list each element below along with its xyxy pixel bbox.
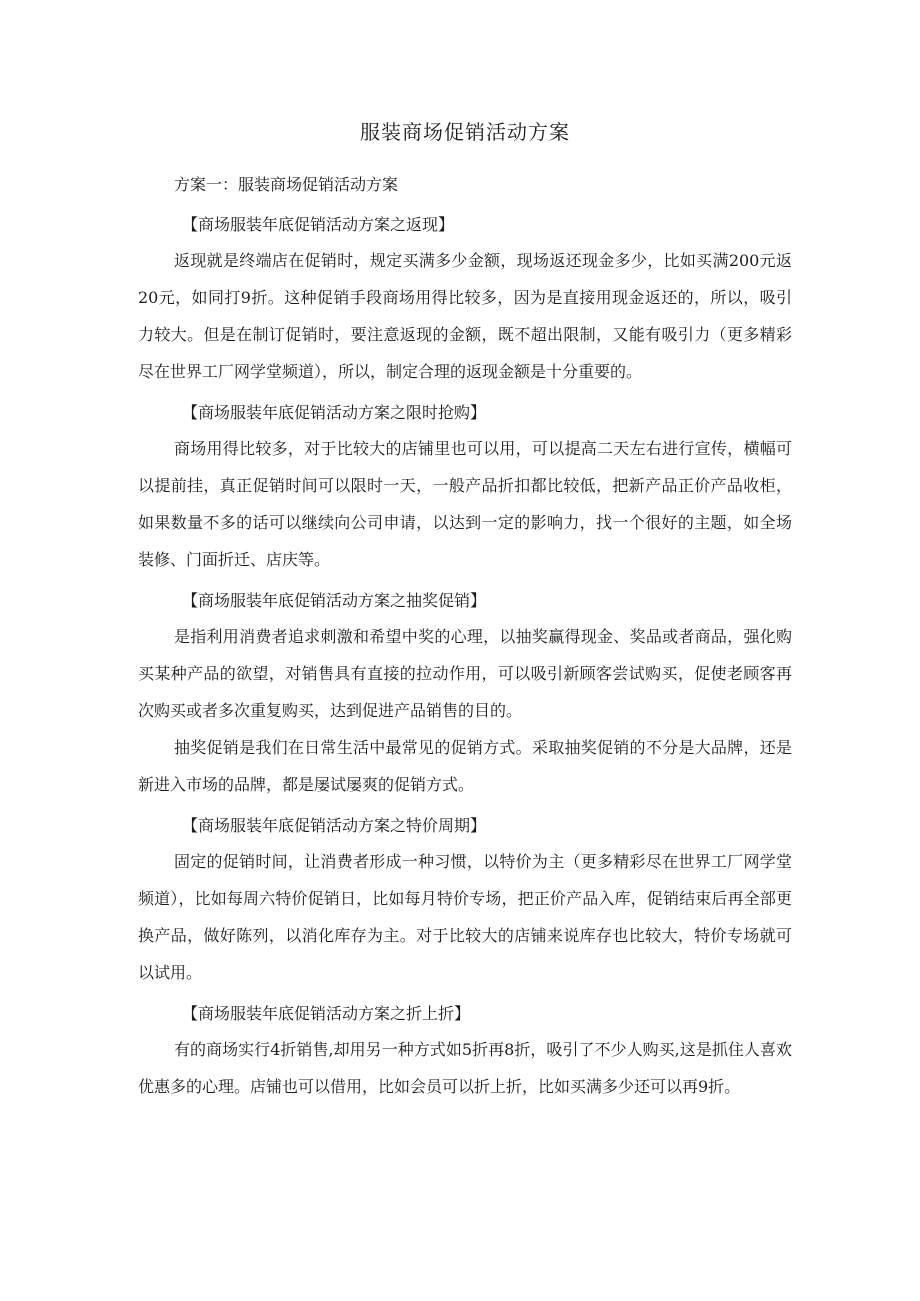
section-heading: 【商场服装年底促销活动方案之限时抢购】 [182, 403, 487, 422]
section-heading: 【商场服装年底促销活动方案之折上折】 [182, 1004, 471, 1023]
paragraph: 返现就是终端店在促销时，规定买满多少金额，现场返还现金多少，比如买满200元返20元，如同打9折。这种促销手段商场用得比较多，因为是直接用现金返还的，所以，吸引力较大。但是在制订促销时，要注意返现的金额，既不超出限制，又能有吸引力（更多精彩尽在世界工厂网学堂频道），所以，制定合理的返现金额是十分重要的。 [138, 251, 792, 381]
document-title: 服装商场促销活动方案 [360, 120, 570, 144]
section-double-discount [138, 997, 792, 1105]
section-lottery [138, 584, 792, 803]
paragraph: 商场用得比较多，对于比较大的店铺里也可以用，可以提高二天左右进行宣传，横幅可以提前挂，真正促销时间可以限时一天，一般产品折扣都比较低，把新产品正价产品收柜，如果数量不多的话可以继续向公司申请，以达到一定的影响力，找一个很好的主题，如全场装修、门面折迁、店庆等。 [138, 439, 792, 569]
section-heading: 【商场服装年底促销活动方案之抽奖促销】 [182, 591, 487, 610]
paragraph: 是指利用消费者追求刺激和希望中奖的心理，以抽奖赢得现金、奖品或者商品，强化购买某种产品的欲望，对销售具有直接的拉动作用，可以吸引新顾客尝试购买，促使老顾客再次购买或者多次重复购买，达到促进产品销售的目的。 [138, 627, 792, 720]
section-special-price [138, 809, 792, 991]
paragraph: 抽奖促销是我们在日常生活中最常见的促销方式。采取抽奖促销的不分是大品牌，还是新进入市场的品牌，都是屡试屡爽的促销方式。 [138, 738, 792, 794]
section-flash-sale [138, 396, 792, 578]
paragraph: 有的商场实行4折销售,却用另一种方式如5折再8折，吸引了不少人购买,这是抓住人喜欢优惠多的心理。店铺也可以借用，比如会员可以折上折，比如买满多少还可以再9折。 [138, 1040, 792, 1096]
plan-intro: 方案一：服装商场促销活动方案 [174, 175, 399, 194]
section-heading: 【商场服装年底促销活动方案之返现】 [182, 215, 455, 234]
section-cashback [138, 208, 792, 390]
section-heading: 【商场服装年底促销活动方案之特价周期】 [182, 816, 487, 835]
paragraph: 固定的促销时间，让消费者形成一种习惯，以特价为主（更多精彩尽在世界工厂网学堂频道），比如每周六特价促销日，比如每月特价专场，把正价产品入库，促销结束后再全部更换产品，做好陈列，以消化库存为主。对于比较大的店铺来说库存也比较大，特价专场就可以试用。 [138, 852, 792, 982]
